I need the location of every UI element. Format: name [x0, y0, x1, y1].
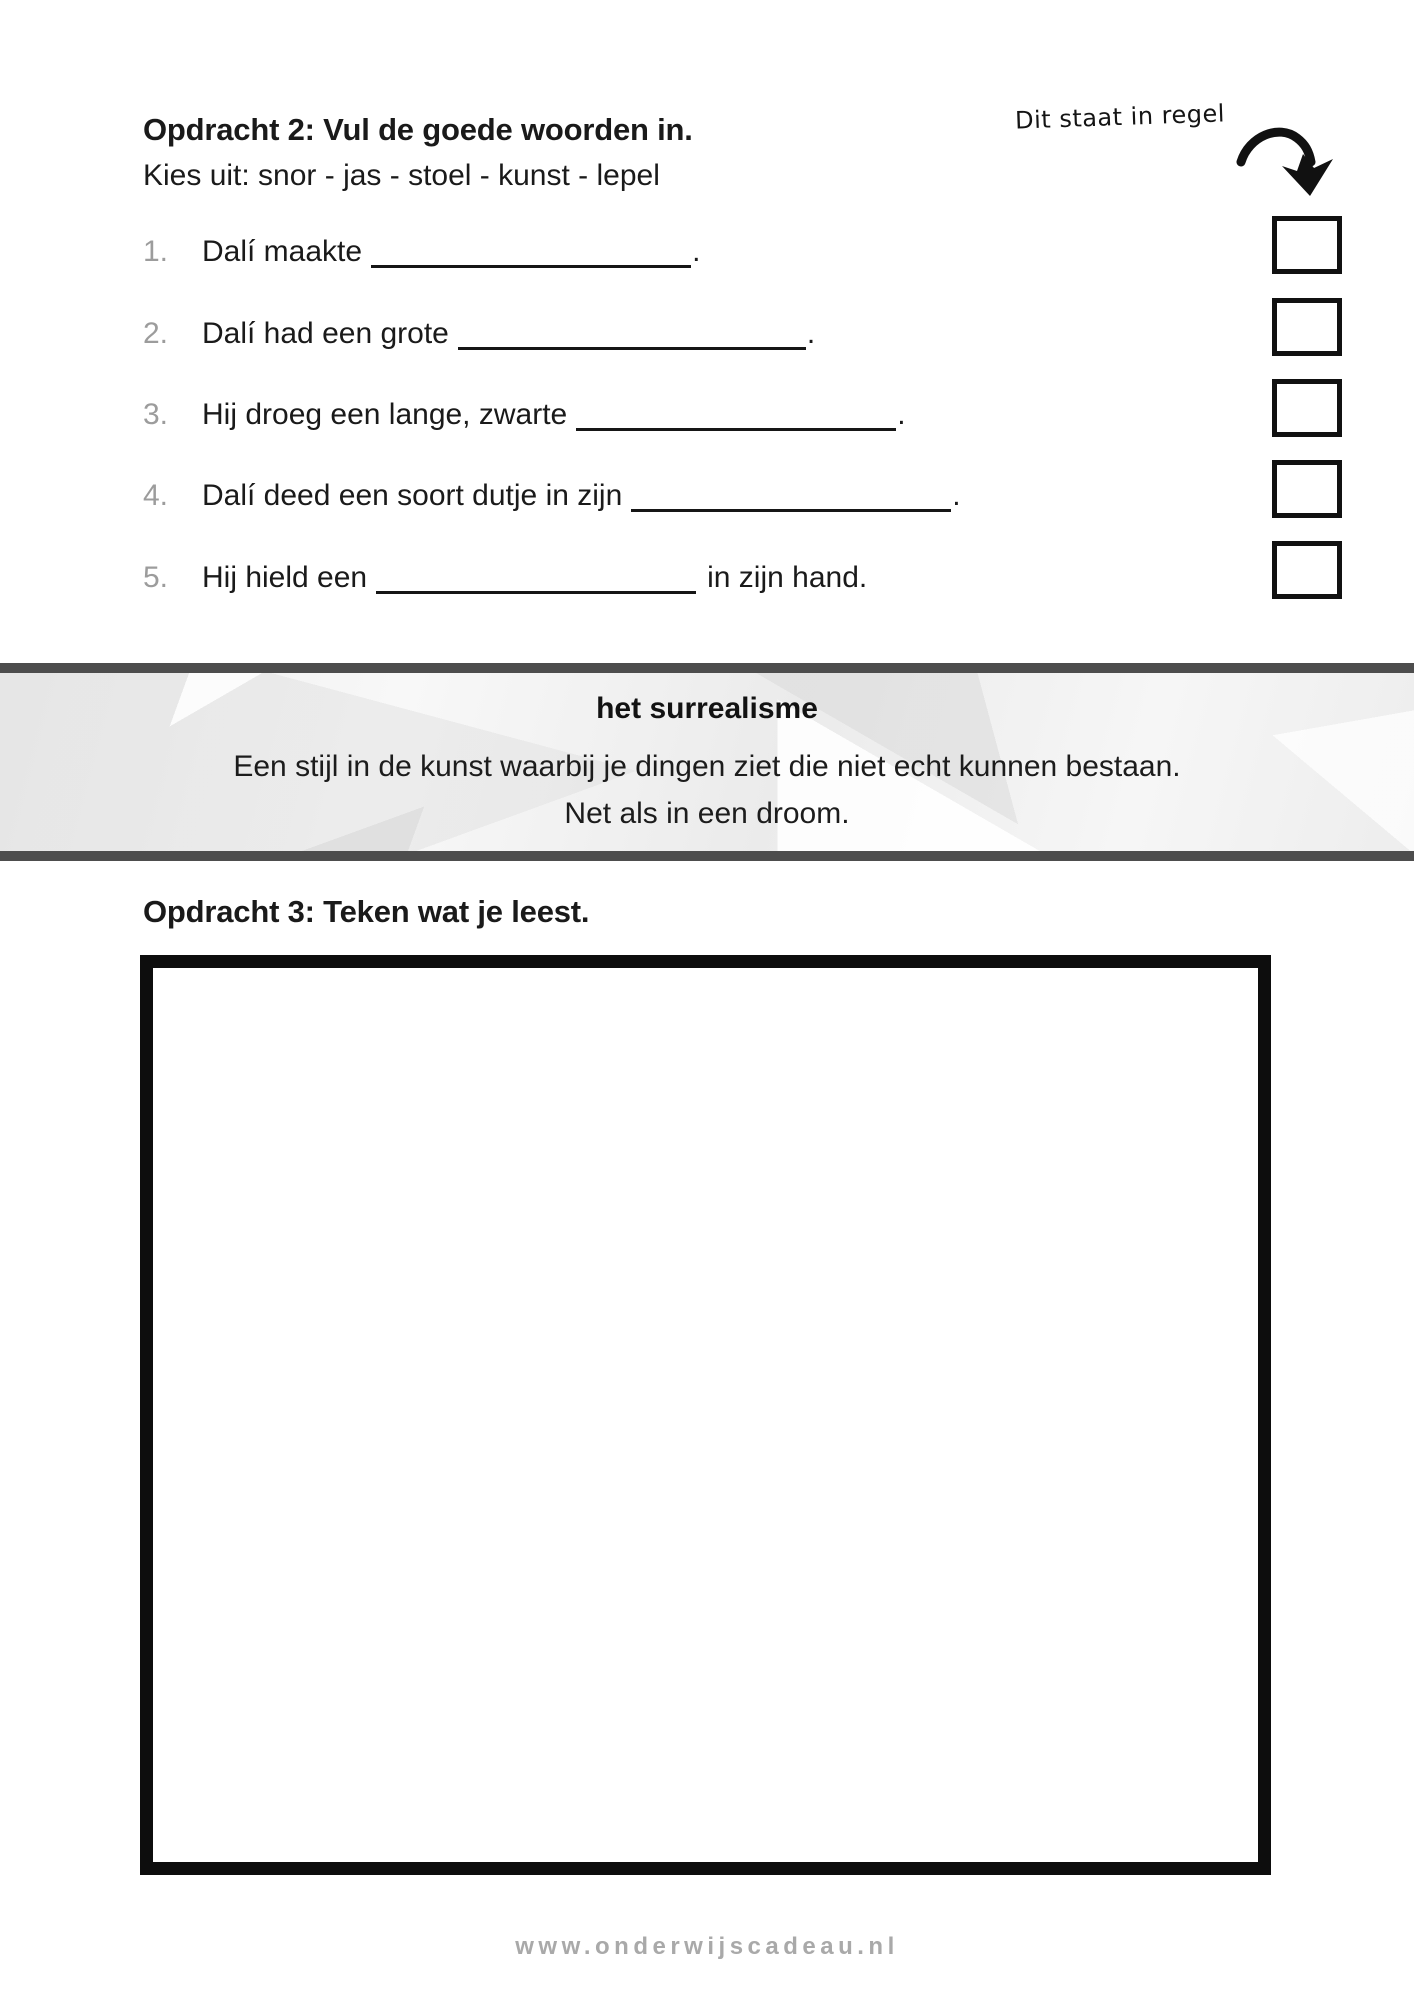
opdracht2-word-choices: Kies uit: snor - jas - stoel - kunst - lepel	[143, 159, 660, 192]
item-text-before: Hij droeg een lange, zwarte	[202, 398, 568, 431]
fill-in-row	[143, 315, 1263, 353]
opdracht2-title: Opdracht 2: Vul de goede woorden in.	[143, 112, 693, 147]
fill-in-row	[143, 477, 1263, 515]
blank-field[interactable]	[371, 244, 691, 268]
blank-field[interactable]	[376, 570, 696, 594]
item-text-after: .	[952, 479, 961, 512]
item-text-after: .	[692, 235, 701, 268]
item-text	[202, 559, 867, 597]
item-number: 5.	[143, 561, 169, 594]
item-number: 1.	[143, 235, 169, 268]
definition-title: het surrealisme	[596, 692, 818, 725]
item-text	[202, 477, 961, 515]
definition-line2: Net als in een droom.	[564, 797, 850, 830]
footer-website: www.onderwijscadeau.nl	[515, 1933, 899, 1960]
item-text-before: Dalí deed een soort dutje in zijn	[202, 479, 623, 512]
answer-checkbox-1[interactable]	[1272, 216, 1342, 274]
answer-checkbox-4[interactable]	[1272, 460, 1342, 518]
item-text-after: in zijn hand.	[707, 561, 868, 594]
answer-checkbox-2[interactable]	[1272, 298, 1342, 356]
item-text-before: Hij hield een	[202, 561, 368, 594]
answer-checkbox-5[interactable]	[1272, 541, 1342, 599]
opdracht3-title: Opdracht 3: Teken wat je leest.	[143, 894, 590, 929]
item-text	[202, 396, 906, 434]
item-text-before: Dalí had een grote	[202, 317, 449, 350]
drawing-area[interactable]	[140, 955, 1271, 1875]
answer-checkbox-3[interactable]	[1272, 379, 1342, 437]
item-text-before: Dalí maakte	[202, 235, 363, 268]
blank-field[interactable]	[458, 326, 806, 350]
blank-field[interactable]	[631, 488, 951, 512]
item-text	[202, 233, 700, 271]
fill-in-row	[143, 233, 1263, 271]
item-number: 2.	[143, 317, 169, 350]
definition-banner	[0, 663, 1414, 861]
item-text-after: .	[806, 317, 816, 350]
item-number: 3.	[143, 398, 169, 431]
item-text-after: .	[897, 398, 906, 431]
fill-in-row	[143, 559, 1263, 597]
item-text	[202, 315, 815, 353]
curved-arrow-icon	[1236, 122, 1336, 202]
fill-in-row	[143, 396, 1263, 434]
blank-field[interactable]	[576, 407, 896, 431]
handwritten-note: Dit staat in regel	[1014, 99, 1226, 135]
definition-line1: Een stijl in de kunst waarbij je dingen ziet die niet echt kunnen bestaan.	[233, 750, 1181, 783]
item-number: 4.	[143, 479, 169, 512]
